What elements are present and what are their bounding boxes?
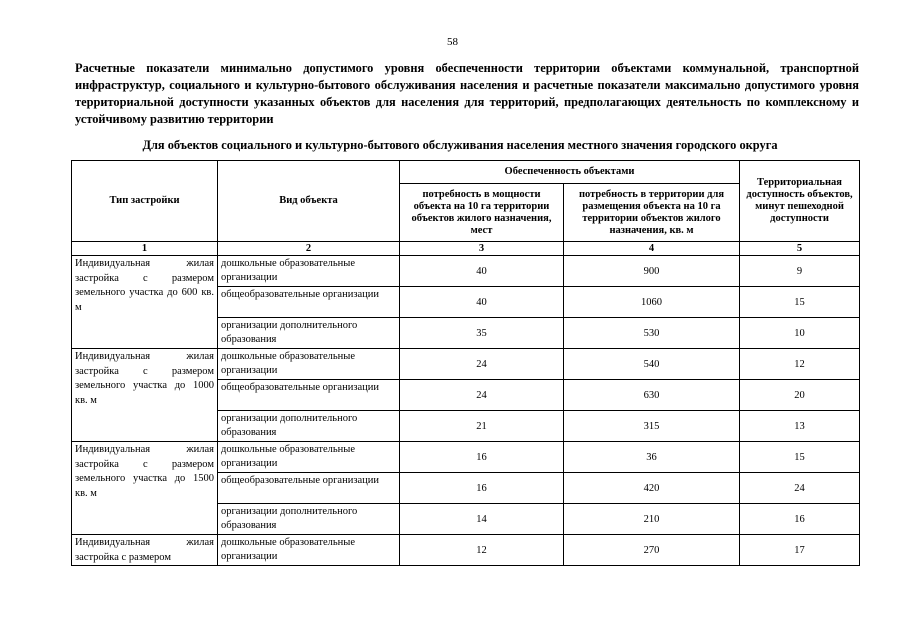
object-cell: организации дополнительного образования	[218, 318, 400, 349]
header-capacity-need: потребность в мощности объекта на 10 га территории объектов жилого назначения, мест	[400, 184, 564, 242]
area-cell: 270	[564, 535, 740, 566]
page-number: 58	[447, 36, 458, 48]
access-cell: 15	[740, 442, 860, 473]
standards-table	[71, 160, 860, 566]
document-title: Расчетные показатели минимально допустимого уровня обеспеченности территории объектами коммунальной, транспортной инфраструктур, социального и культурно-бытового обслуживания населения и расчетные показатели максимально допустимого уровня территориальной доступности указанных объектов для населения для территорий, предполагающих деятельность по комплексному и устойчивому развитию территории	[75, 61, 859, 126]
access-cell: 17	[740, 535, 860, 566]
capacity-cell: 24	[400, 380, 564, 411]
capacity-cell: 12	[400, 535, 564, 566]
object-cell: общеобразовательные организации	[218, 287, 400, 318]
building-type-cell: Индивидуальная жилая застройка с размером	[72, 535, 218, 566]
area-cell: 900	[564, 256, 740, 287]
capacity-cell: 40	[400, 256, 564, 287]
object-cell: дошкольные образовательные организации	[218, 442, 400, 473]
column-number: 4	[564, 242, 740, 256]
area-cell: 315	[564, 411, 740, 442]
table-row	[72, 535, 860, 566]
capacity-cell: 14	[400, 504, 564, 535]
table-caption: Для объектов социального и культурно-бытового обслуживания населения местного значения городского округа	[142, 138, 778, 152]
object-cell: общеобразовательные организации	[218, 473, 400, 504]
column-number: 5	[740, 242, 860, 256]
column-number: 2	[218, 242, 400, 256]
object-cell: дошкольные образовательные организации	[218, 349, 400, 380]
area-cell: 210	[564, 504, 740, 535]
area-cell: 1060	[564, 287, 740, 318]
object-cell: дошкольные образовательные организации	[218, 535, 400, 566]
access-cell: 10	[740, 318, 860, 349]
building-type-cell: Индивидуальная жилая застройка с размером земельного участка до 1000 кв. м	[72, 349, 218, 442]
column-number: 1	[72, 242, 218, 256]
access-cell: 13	[740, 411, 860, 442]
area-cell: 540	[564, 349, 740, 380]
building-type-cell: Индивидуальная жилая застройка с размером земельного участка до 600 кв. м	[72, 256, 218, 349]
access-cell: 16	[740, 504, 860, 535]
capacity-cell: 21	[400, 411, 564, 442]
area-cell: 530	[564, 318, 740, 349]
access-cell: 20	[740, 380, 860, 411]
access-cell: 12	[740, 349, 860, 380]
header-provision-group: Обеспеченность объектами	[400, 161, 740, 184]
building-type-cell: Индивидуальная жилая застройка с размером земельного участка до 1500 кв. м	[72, 442, 218, 535]
table-row	[72, 256, 860, 287]
capacity-cell: 40	[400, 287, 564, 318]
object-cell: организации дополнительного образования	[218, 504, 400, 535]
header-accessibility: Территориальная доступность объектов, минут пешеходной доступности	[740, 161, 860, 242]
header-building-type: Тип застройки	[72, 161, 218, 242]
area-cell: 630	[564, 380, 740, 411]
access-cell: 15	[740, 287, 860, 318]
table-row	[72, 349, 860, 380]
access-cell: 9	[740, 256, 860, 287]
access-cell: 24	[740, 473, 860, 504]
capacity-cell: 16	[400, 442, 564, 473]
area-cell: 420	[564, 473, 740, 504]
capacity-cell: 24	[400, 349, 564, 380]
header-area-need: потребность в территории для размещения объекта на 10 га территории объектов жилого назначения, кв. м	[564, 184, 740, 242]
header-object-type: Вид объекта	[218, 161, 400, 242]
area-cell: 36	[564, 442, 740, 473]
object-cell: общеобразовательные организации	[218, 380, 400, 411]
table-row	[72, 442, 860, 473]
column-number: 3	[400, 242, 564, 256]
object-cell: организации дополнительного образования	[218, 411, 400, 442]
object-cell: дошкольные образовательные организации	[218, 256, 400, 287]
capacity-cell: 35	[400, 318, 564, 349]
capacity-cell: 16	[400, 473, 564, 504]
